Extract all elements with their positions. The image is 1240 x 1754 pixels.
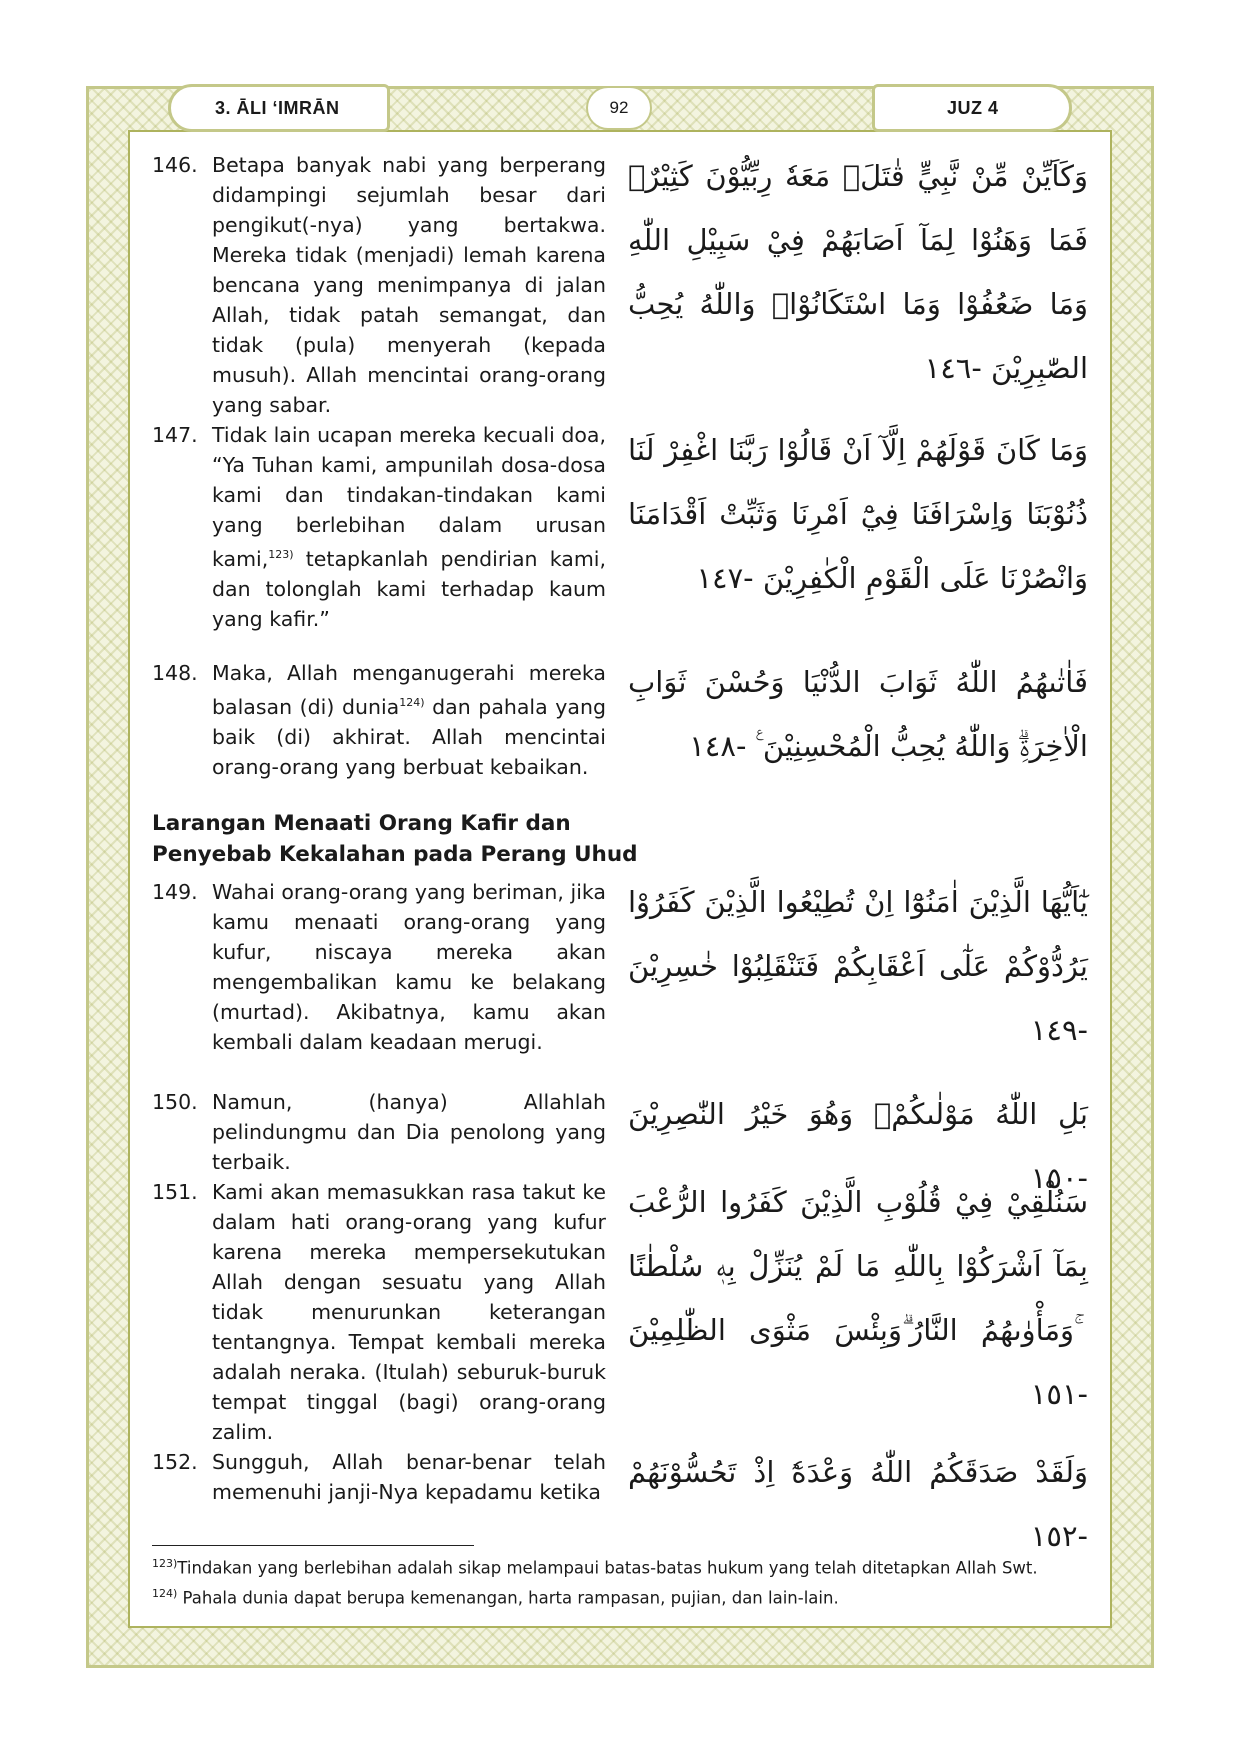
- arabic-verse-146: وَكَاَيِّنْ مِّنْ نَّبِيٍّ قٰتَلَۙ مَعَهٗ رِبِّيُّوْنَ كَثِيْرٌۚ فَمَا وَهَنُوْا لِمَآ اَصَابَهُمْ فِيْ سَبِيْلِ اللّٰهِ وَمَا ضَعُفُوْا وَمَا اسْتَكَانُوْاۗ وَاللّٰهُ يُحِبُّ الصّٰبِرِيْنَ -١٤٦: [628, 159, 1088, 385]
- section-heading: Larangan Menaati Orang Kafir dan Penyebab Kekalahan pada Perang Uhud: [152, 811, 638, 867]
- footnote-ref-123[interactable]: 123): [268, 548, 294, 561]
- verse-number: 152.: [152, 1450, 198, 1474]
- footnote-marker: 124): [152, 1587, 178, 1600]
- footnote-124: [152, 1583, 1082, 1610]
- verse-text-part: tetapkanlah pendirian kami, dan tolonglah kami terhadap kaum yang kafir.”: [212, 546, 606, 631]
- footnote-marker: 123): [152, 1557, 178, 1570]
- verse-translation-146: [152, 150, 606, 420]
- footnote-ref-124[interactable]: 124): [399, 696, 425, 709]
- verse-text: Wahai orang-orang yang beriman, jika kamu menaati orang-orang yang kufur, niscaya mereka akan mengembalikan kamu ke belakang (murtad). Akibatnya, kamu akan kembali dalam keadaan merugi.: [212, 880, 606, 1054]
- verse-text-part: Tidak lain ucapan mereka kecuali doa, “Ya Tuhan kami, ampunilah dosa-dosa kami dan tindakan-tindakan kami yang berlebihan dalam urusan kami,: [212, 423, 606, 571]
- footnote-text: Tindakan yang berlebihan adalah sikap melampaui batas-batas hukum yang telah ditetapkan Allah Swt.: [177, 1558, 1038, 1578]
- footnote-123: [152, 1553, 1082, 1580]
- verse-text: Betapa banyak nabi yang berperang didampingi sejumlah besar dari pengikut(-nya) yang bertakwa. Mereka tidak (menjadi) lemah karena bencana yang menimpanya di jalan Allah, tidak patah semangat, dan tidak (pula) menyerah (kepada musuh). Allah mencintai orang-orang yang sabar.: [212, 153, 606, 417]
- verse-number: 146.: [152, 153, 198, 177]
- verse-translation-150: [152, 1087, 606, 1177]
- arabic-verse-147: وَمَا كَانَ قَوْلَهُمْ اِلَّآ اَنْ قَالُوْا رَبَّنَا اغْفِرْ لَنَا ذُنُوْبَنَا وَاِسْرَافَنَا فِيْٓ اَمْرِنَا وَثَبِّتْ اَقْدَامَنَا وَانْصُرْنَا عَلَى الْقَوْمِ الْكٰفِرِيْنَ -١٤٧: [628, 433, 1088, 595]
- arabic-verse-150: بَلِ اللّٰهُ مَوْلٰىكُمْۚ وَهُوَ خَيْرُ النّٰصِرِيْنَ -١٥٠: [628, 1097, 1088, 1195]
- surah-title: 3. ĀLI ‘IMRĀN: [215, 97, 340, 118]
- verse-text: Kami akan memasukkan rasa takut ke dalam hati orang-orang yang kufur karena mereka mempersekutukan Allah dengan sesuatu yang Allah tidak menurunkan keterangan tentangnya. Tempat kembali mereka adalah neraka. (Itulah) seburuk-buruk tempat tinggal (bagi) orang-orang zalim.: [212, 1180, 606, 1444]
- verse-text: Sungguh, Allah benar-benar telah memenuhi janji-Nya kepadamu ketika: [212, 1450, 606, 1504]
- verse-translation-151: [152, 1177, 606, 1447]
- verse-translation-147: [152, 420, 606, 634]
- arabic-verse-148: فَاٰتٰىهُمُ اللّٰهُ ثَوَابَ الدُّنْيَا وَحُسْنَ ثَوَابِ الْاٰخِرَةِۗ وَاللّٰهُ يُحِبُّ الْمُحْسِنِيْنَ ࣖ -١٤٨: [628, 665, 1088, 763]
- juz-tab: [872, 84, 1072, 132]
- verse-number: 148.: [152, 661, 198, 685]
- juz-label: JUZ 4: [947, 97, 999, 118]
- verse-number: 150.: [152, 1090, 198, 1114]
- verse-translation-152: [152, 1447, 606, 1507]
- verse-text: [212, 658, 606, 782]
- verse-text-part: Maka, Allah menganugerahi mereka balasan (di) dunia: [212, 661, 606, 719]
- verse-number: 149.: [152, 880, 198, 904]
- arabic-verse-152: وَلَقَدْ صَدَقَكُمُ اللّٰهُ وَعْدَهٗٓ اِذْ تَحُسُّوْنَهُمْ -١٥٢: [628, 1455, 1088, 1553]
- verse-text: [212, 420, 606, 634]
- verse-number: 151.: [152, 1180, 198, 1204]
- verse-translation-148: [152, 658, 606, 782]
- footnote-text: Pahala dunia dapat berupa kemenangan, harta rampasan, pujian, dan lain-lain.: [177, 1588, 839, 1608]
- surah-title-tab: [168, 84, 390, 132]
- verse-text-part: dan pahala yang baik (di) akhirat. Allah mencintai orang-orang yang berbuat kebaikan.: [212, 694, 606, 779]
- arabic-verse-149: يٰٓاَيُّهَا الَّذِيْنَ اٰمَنُوْٓا اِنْ تُطِيْعُوا الَّذِيْنَ كَفَرُوْا يَرُدُّوْكُمْ عَلٰٓى اَعْقَابِكُمْ فَتَنْقَلِبُوْا خٰسِرِيْنَ -١٤٩: [628, 885, 1088, 1047]
- footnote-divider: [152, 1545, 474, 1546]
- arabic-verse-151: سَنُلْقِيْ فِيْ قُلُوْبِ الَّذِيْنَ كَفَرُوا الرُّعْبَ بِمَآ اَشْرَكُوْا بِاللّٰهِ مَا لَمْ يُنَزِّلْ بِهٖ سُلْطٰنًا ۚوَمَأْوٰىهُمُ النَّارُ ۗوَبِئْسَ مَثْوَى الظّٰلِمِيْنَ -١٥١: [628, 1185, 1088, 1411]
- verse-translation-149: [152, 877, 606, 1057]
- verse-number: 147.: [152, 423, 198, 447]
- verse-text: Namun, (hanya) Allahlah pelindungmu dan Dia penolong yang terbaik.: [212, 1090, 606, 1174]
- page-number: 92: [586, 86, 652, 130]
